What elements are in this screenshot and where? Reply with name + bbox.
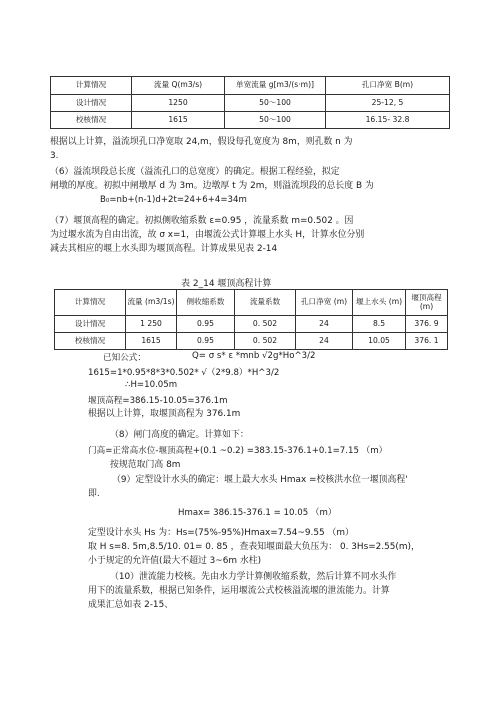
paragraph: 根据以上计算，溢流坝孔口净宽取 24,m，假设每孔宽度为 8m，则孔数 n 为 [50, 137, 353, 147]
table-cell: 376. 9 [406, 316, 448, 333]
table-row [51, 95, 450, 112]
table-header: 计算情况 [51, 77, 132, 95]
equation: Hmax= 386.15-376.1 = 10.05 （m） [178, 508, 337, 518]
table-cell: 10.05 [353, 333, 406, 350]
paragraph: 为过堰水流为自由出流，故 σ x=1，由堰流公式计算堰上水头 H，计算水位分别 [50, 230, 365, 240]
section-heading: （8）闸门高度的确定。计算如下： [110, 430, 249, 440]
table-cell: 1615 [132, 112, 225, 129]
known-formula-label: 已知公式： [103, 353, 146, 363]
table-header: 流量 (m3/1s) [126, 290, 177, 316]
table-cell: 24 [296, 316, 353, 333]
table-cell: 0.95 [177, 333, 235, 350]
table-header-row [51, 77, 450, 95]
table-row [55, 316, 448, 333]
paragraph: 根据以上计算，取堰顶高程为 376.1m [88, 409, 241, 419]
table-cell: 8.5 [353, 316, 406, 333]
calculation-line: ∴H=10.05m [125, 380, 178, 390]
table-cell: 0. 502 [235, 333, 296, 350]
table-header: 流量 Q(m3/s) [132, 77, 225, 95]
paragraph: 定型设计水头 Hs 为：Hs=(75%-95%)Hmax=7.54~9.55 （m） [88, 528, 354, 538]
table-header: 侧收缩系数 [177, 290, 235, 316]
paragraph: （6）溢流坝段总长度（溢流孔口的总宽度）的确定。根据工程经验，拟定 [50, 167, 340, 177]
paragraph: （10）泄流能力校核。先由水力学计算侧收缩系数，然后计算不同水头作 [110, 572, 397, 582]
table-cell: 0. 502 [235, 316, 296, 333]
paragraph: 小于规定的允许值(最大不超过 3~6m 水柱) [88, 556, 262, 566]
table-cell: 0.95 [177, 316, 235, 333]
table-cell: 校核情况 [55, 333, 126, 350]
paragraph: 闸墩的厚度。初拟中闸墩厚 d 为 3m。边墩厚 t 为 2m，则溢流坝段的总长度 B 为 [50, 181, 374, 191]
table-cell: 校核情况 [51, 112, 132, 129]
table-header: 堰顶高程 (m) [406, 290, 448, 316]
paragraph: （9）定型设计水头的确定：堰上最大水头 Hmax =校核洪水位一堰顶高程' [112, 475, 408, 485]
table-cell: 1 250 [126, 316, 177, 333]
table-cell: 50～100 [225, 112, 326, 129]
table-header-row [55, 290, 448, 316]
table-header: 孔口净宽 (m) [296, 290, 353, 316]
table-row [55, 333, 448, 350]
paragraph: 按规范取门高 8m [110, 460, 181, 470]
flow-width-table [50, 76, 450, 129]
calculation-line: 门高=正常高水位-堰顶高程+(0.1 ~0.2) =383.15-376.1+0.1=7.15 （m） [88, 446, 388, 456]
paragraph: 即. [88, 489, 100, 499]
crest-elevation-table [54, 289, 448, 350]
table-header: 计算情况 [55, 290, 126, 316]
table-header: 孔口净宽 B(m) [326, 77, 450, 95]
table-cell: 1615 [126, 333, 177, 350]
calculation-line: 1615=1*0.95*8*3*0.502* √（2*9.8）*H^3/2 [88, 368, 280, 378]
table-header: 单宽流量 g[m3/(s·m)] [225, 77, 326, 95]
equation: B₀=nb+(n-1)d+2t=24+6+4=34m [100, 195, 247, 205]
table-caption: 表 2_14 堰顶高程计算 [181, 279, 272, 289]
weir-formula: Q= σ s* ε *mnb √2g*Ho^3/2 [192, 351, 316, 361]
table-cell: 50～100 [225, 95, 326, 112]
calculation-line: 堰顶高程=386.15-10.05=376.1m [88, 396, 228, 406]
table-cell: 设计情况 [51, 95, 132, 112]
paragraph: （7）堰顶高程的确定。初拟侧收缩系数 ε=0.95 ，流量系数 m=0.502 。因 [50, 216, 354, 226]
paragraph: 减去其相应的堰上水头即为堰顶高程。计算成果见表 2-14 [50, 244, 278, 254]
paragraph: 取 H s=8. 5m,8.5/10. 01= 0. 85 ，查表知堰面最大负压为： 0. 3Hs=2.55(m)， [88, 542, 420, 552]
table-header: 堰上水头 (m) [353, 290, 406, 316]
table-cell: 25-12, 5 [326, 95, 450, 112]
table-cell: 设计情况 [55, 316, 126, 333]
table-cell: 1250 [132, 95, 225, 112]
paragraph: 3. [50, 151, 59, 161]
table-cell: 16.15- 32.8 [326, 112, 450, 129]
table-cell: 24 [296, 333, 353, 350]
table-header: 流量系数 [235, 290, 296, 316]
table-row [51, 112, 450, 129]
table-cell: 376. 1 [406, 333, 448, 350]
paragraph: 成果汇总如表 2-15、 [88, 600, 174, 610]
paragraph: 用下的流量系数，根据已知条件，运用堰流公式校核溢流堰的泄流能力。计算 [88, 586, 390, 596]
